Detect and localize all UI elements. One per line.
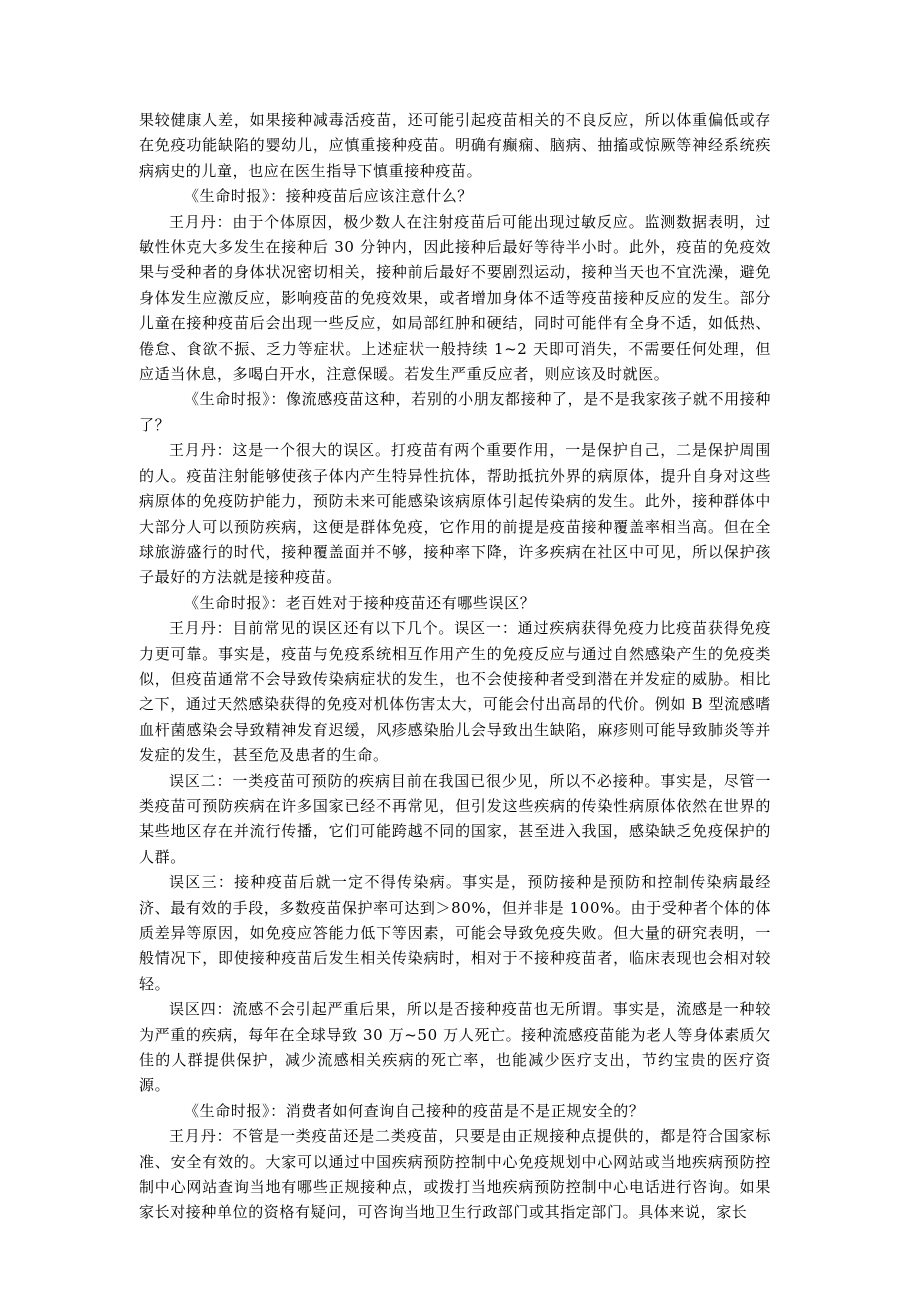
misconception-two: 误区二：一类疫苗可预防的疾病目前在我国已很少见，所以不必接种。事实是，尽管一类疫苗可预防疾病在许多国家已经不再常见，但引发这些疾病的传染性病原体依然在世界的某些地区存在并流行传播，它们可能跨越不同的国家，甚至进入我国，感染缺乏免疫保护的人群。 [139, 771, 771, 866]
paragraph-vaccine-caution: 果较健康人差，如果接种减毒活疫苗，还可能引起疫苗相关的不良反应，所以体重偏低或存在免疫功能缺陷的婴幼儿，应慎重接种疫苗。明确有癫痫、脑病、抽搐或惊厥等神经系统疾病病史的儿童，也应在医生指导下慎重接种疫苗。 [139, 111, 771, 180]
misconception-three: 误区三：接种疫苗后就一定不得传染病。事实是，预防接种是预防和控制传染病最经济、最有效的手段，多数疫苗保护率可达到＞80%，但并非是 100%。由于受种者个体的体质差异等原因，如免疫应答能力低下等因素，可能会导致免疫失败。但大量的研究表明，一般情况下，即使接种疫苗后发生相关传染病时，相对于不接种疫苗者，临床表现也会相对较轻。 [139, 873, 771, 993]
question-after-vaccination: 《生命时报》：接种疫苗后应该注意什么？ [184, 187, 473, 206]
question-misconceptions: 《生命时报》：老百姓对于接种疫苗还有哪些误区？ [184, 593, 536, 612]
misconception-one: 王月丹：目前常见的误区还有以下几个。误区一：通过疾病获得免疫力比疫苗获得免疫力更可靠。事实是，疫苗与免疫系统相互作用产生的免疫反应与通过自然感染产生的免疫类似，但疫苗通常不会导致传染病症状的发生，也不会使接种者受到潜在并发症的威胁。相比之下，通过天然感染获得的免疫对机体伤害太大，可能会付出高昂的代价。例如 B 型流感嗜血杆菌感染会导致精神发育迟缓，风疹感染胎儿会导致出生缺陷，麻疹则可能导致肺炎等并发症的发生，甚至危及患者的生命。 [139, 619, 771, 765]
document-body [139, 108, 771, 1226]
question-flu-vaccine: 《生命时报》：像流感疫苗这种，若别的小朋友都接种了，是不是我家孩子就不用接种了？ [139, 390, 771, 434]
answer-verify-vaccine: 王月丹：不管是一类疫苗还是二类疫苗，只要是由正规接种点提供的，都是符合国家标准、安全有效的。大家可以通过中国疾病预防控制中心免疫规划中心网站或当地疾病预防控制中心网站查询当地有哪些正规接种点，或拨打当地疾病预防控制中心电话进行咨询。如果家长对接种单位的资格有疑问，可咨询当地卫生行政部门或其指定部门。具体来说，家长 [139, 1127, 771, 1222]
misconception-four: 误区四：流感不会引起严重后果，所以是否接种疫苗也无所谓。事实是，流感是一种较为严重的疾病，每年在全球导致 30 万~50 万人死亡。接种流感疫苗能为老人等身体素质欠佳的人群提供保护，减少流感相关疾病的死亡率，也能减少医疗支出，节约宝贵的医疗资源。 [139, 1000, 771, 1095]
answer-after-vaccination: 王月丹：由于个体原因，极少数人在注射疫苗后可能出现过敏反应。监测数据表明，过敏性休克大多发生在接种后 30 分钟内，因此接种后最好等待半小时。此外，疫苗的免疫效果与受种者的身体状况密切相关，接种前后最好不要剧烈运动，接种当天也不宜洗澡，避免身体发生应激反应，影响疫苗的免疫效果，或者增加身体不适等疫苗接种反应的发生。部分儿童在接种疫苗后会出现一些反应，如局部红肿和硬结，同时可能伴有全身不适，如低热、倦怠、食欲不振、乏力等症状。上述症状一般持续 1~2 天即可消失，不需要任何处理，但应适当休息，多喝白开水，注意保暖。若发生严重反应者，则应该及时就医。 [139, 212, 771, 384]
answer-flu-vaccine: 王月丹：这是一个很大的误区。打疫苗有两个重要作用，一是保护自己，二是保护周围的人。疫苗注射能够使孩子体内产生特异性抗体，帮助抵抗外界的病原体，提升自身对这些病原体的免疫防护能力，预防未来可能感染该病原体引起传染病的发生。此外，接种群体中大部分人可以预防疾病，这便是群体免疫，它作用的前提是疫苗接种覆盖率相当高。但在全球旅游盛行的时代，接种覆盖面并不够，接种率下降，许多疾病在社区中可见，所以保护孩子最好的方法就是接种疫苗。 [139, 441, 771, 587]
question-verify-vaccine: 《生命时报》：消费者如何查询自己接种的疫苗是不是正规安全的？ [184, 1101, 645, 1120]
